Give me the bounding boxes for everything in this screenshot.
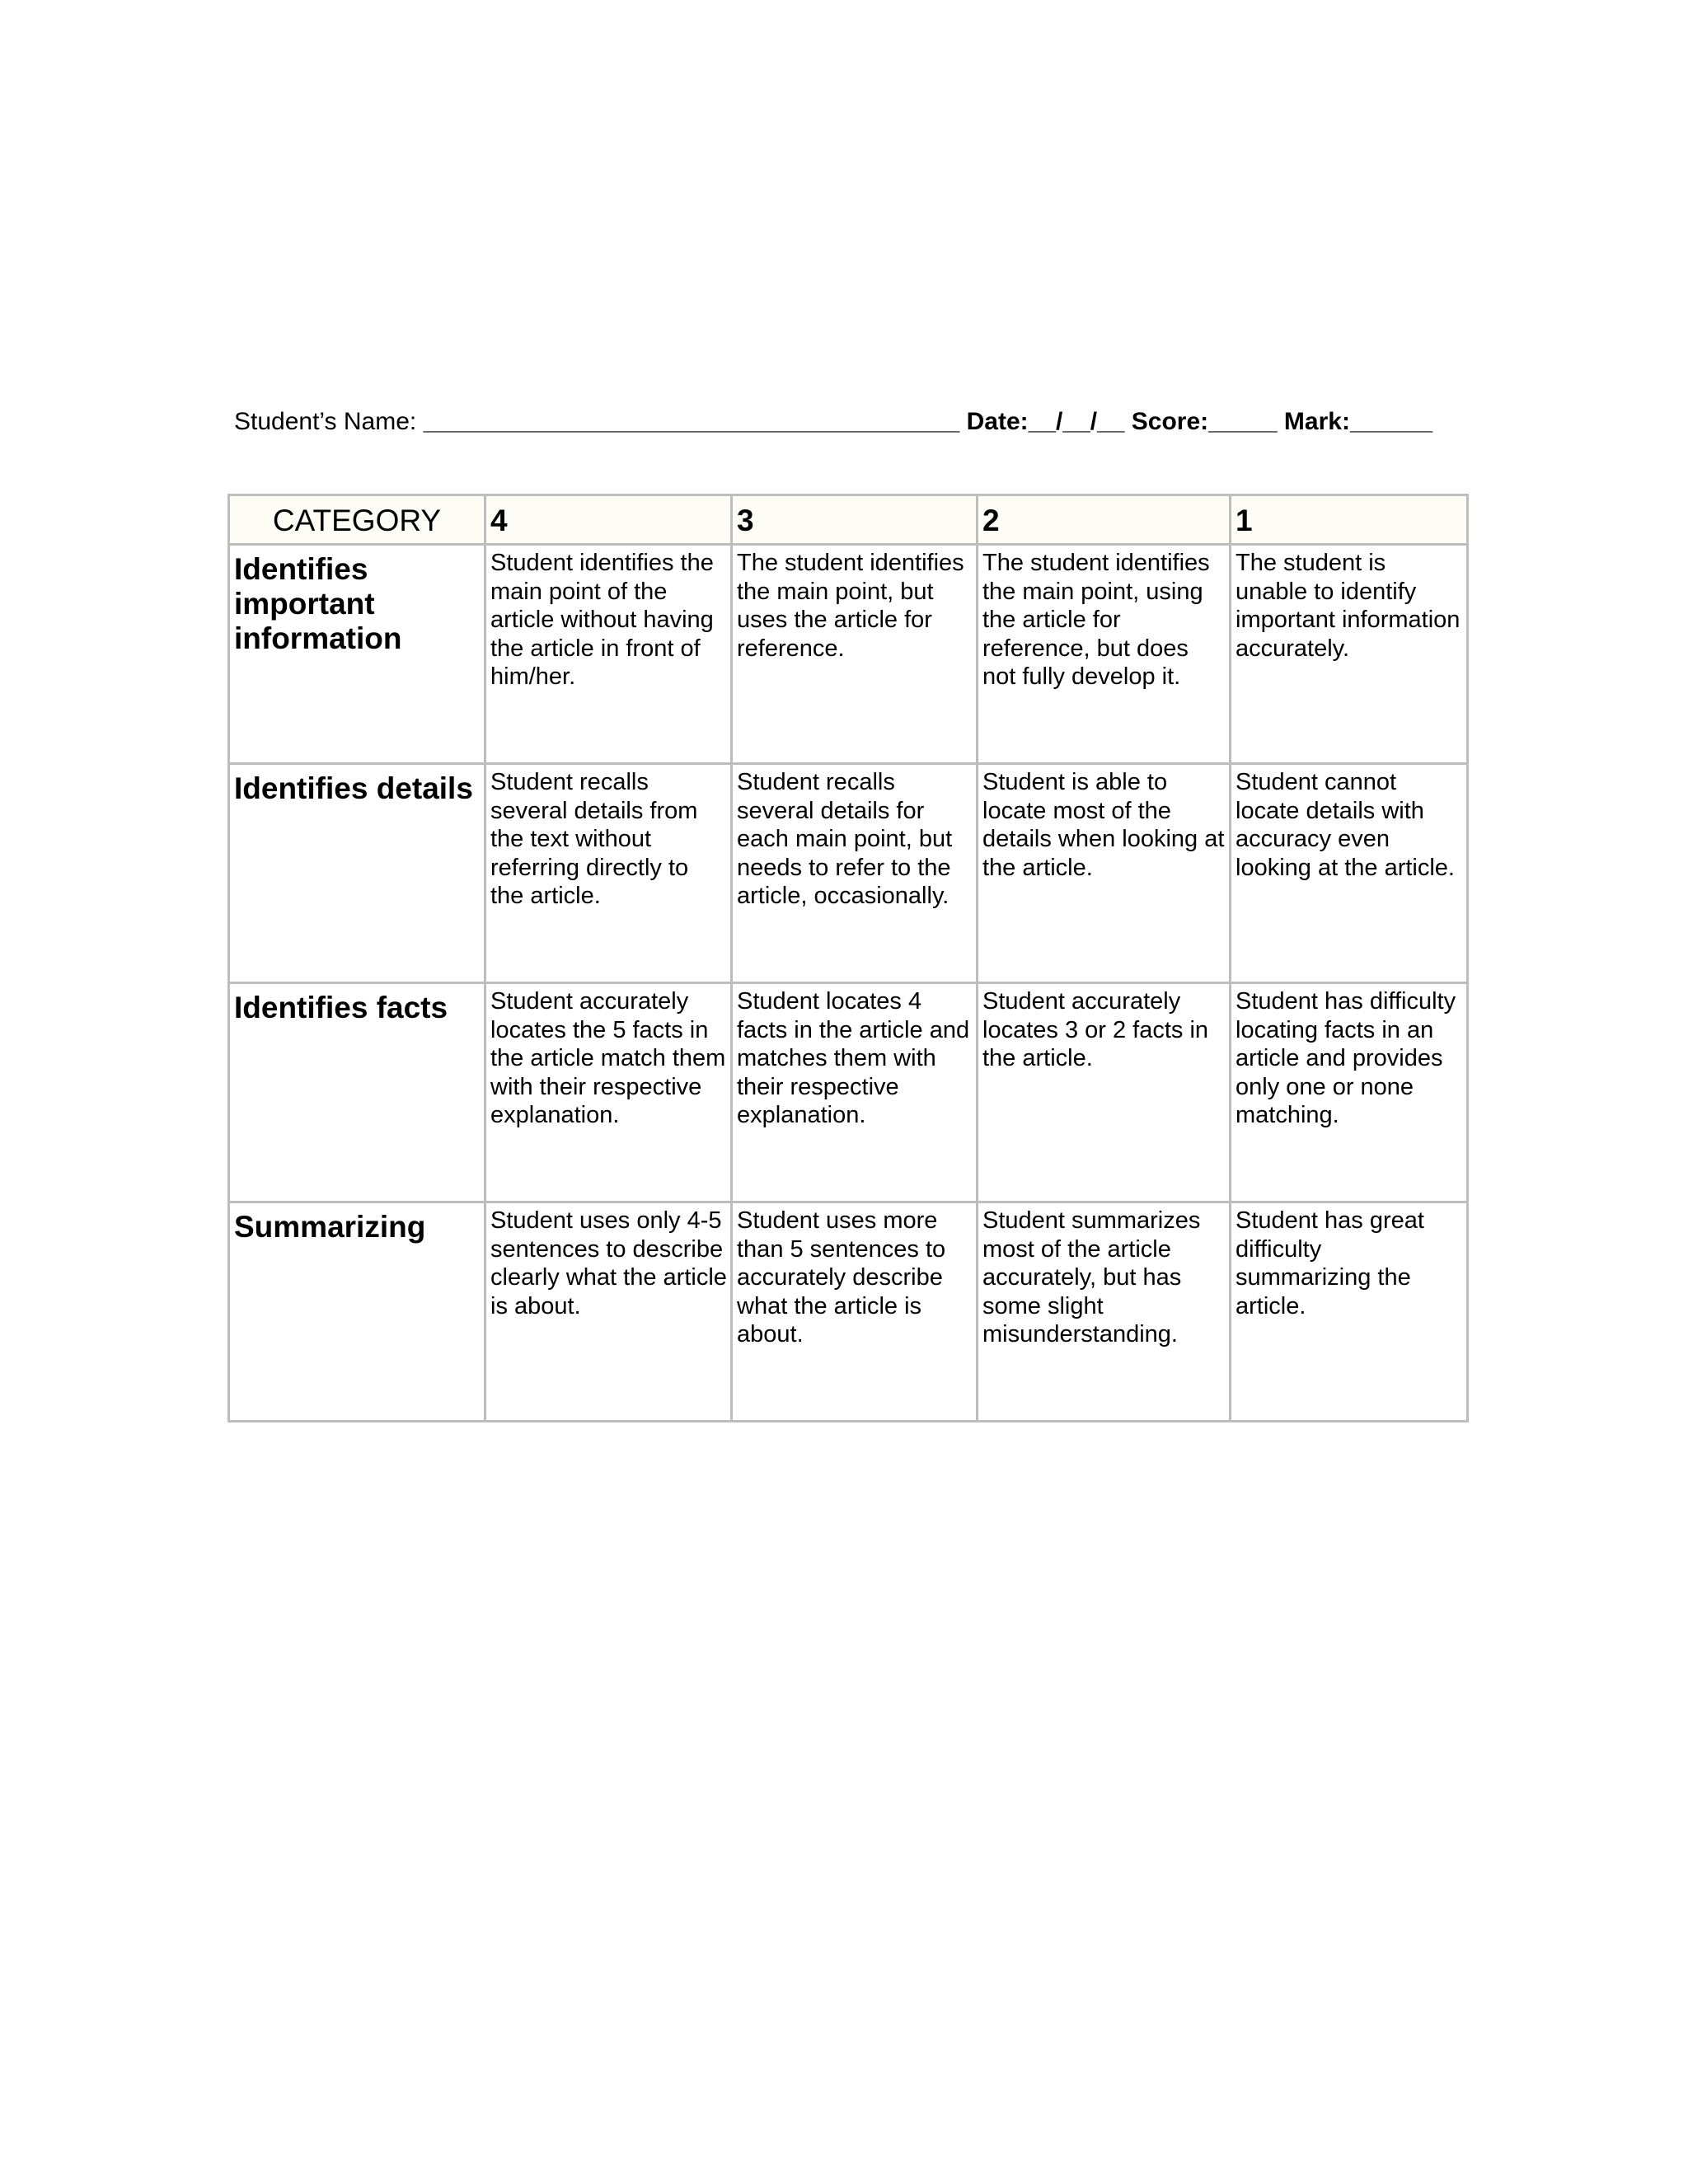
table-cell: Student uses more than 5 sentences to accurately describe what the article is about. xyxy=(732,1202,978,1422)
table-cell: Student locates 4 facts in the article and matches them with their respective explanation. xyxy=(732,983,978,1202)
table-cell: Student uses only 4-5 sentences to describe clearly what the article is about. xyxy=(485,1202,732,1422)
table-cell: The student is unable to identify important information accurately. xyxy=(1231,545,1468,764)
mark-field: Mark:______ xyxy=(1283,408,1433,435)
column-header-score-4: 4 xyxy=(485,495,732,545)
row-category: Identifies important information xyxy=(229,545,485,764)
column-header-score-2: 2 xyxy=(978,495,1231,545)
table-cell: Student recalls several details for each main point, but needs to refer to the article, occasionally. xyxy=(732,764,978,983)
table-row xyxy=(229,1202,1468,1422)
table-row xyxy=(229,764,1468,983)
student-name-blank: _______________________________________ xyxy=(423,408,960,435)
rubric-table xyxy=(227,494,1469,1422)
table-cell: Student has great difficulty summarizing the article. xyxy=(1231,1202,1468,1422)
table-row xyxy=(229,983,1468,1202)
student-name-label: Student’s Name: xyxy=(234,408,417,435)
table-cell: The student identifies the main point, using the article for reference, but does not fully develop it. xyxy=(978,545,1231,764)
table-cell: Student accurately locates 3 or 2 facts in the article. xyxy=(978,983,1231,1202)
table-cell: Student cannot locate details with accuracy even looking at the article. xyxy=(1231,764,1468,983)
table-cell: The student identifies the main point, but uses the article for reference. xyxy=(732,545,978,764)
table-cell: Student accurately locates the 5 facts in the article match them with their respective explanation. xyxy=(485,983,732,1202)
column-header-score-1: 1 xyxy=(1231,495,1468,545)
table-cell: Student recalls several details from the text without referring directly to the article. xyxy=(485,764,732,983)
table-header-row xyxy=(229,495,1468,545)
row-category: Identifies details xyxy=(229,764,485,983)
table-cell: Student has difficulty locating facts in an article and provides only one or none matching. xyxy=(1231,983,1468,1202)
table-cell: Student identifies the main point of the article without having the article in front of him/her. xyxy=(485,545,732,764)
table-cell: Student is able to locate most of the details when looking at the article. xyxy=(978,764,1231,983)
column-header-category: CATEGORY xyxy=(229,495,485,545)
table-cell: Student summarizes most of the article accurately, but has some slight misunderstanding. xyxy=(978,1202,1231,1422)
score-field: Score:_____ xyxy=(1131,408,1278,435)
table-row xyxy=(229,545,1468,764)
row-category: Identifies facts xyxy=(229,983,485,1202)
student-info-line xyxy=(234,405,1454,438)
column-header-score-3: 3 xyxy=(732,495,978,545)
row-category: Summarizing xyxy=(229,1202,485,1422)
date-field: Date:__/__/__ xyxy=(966,408,1125,435)
